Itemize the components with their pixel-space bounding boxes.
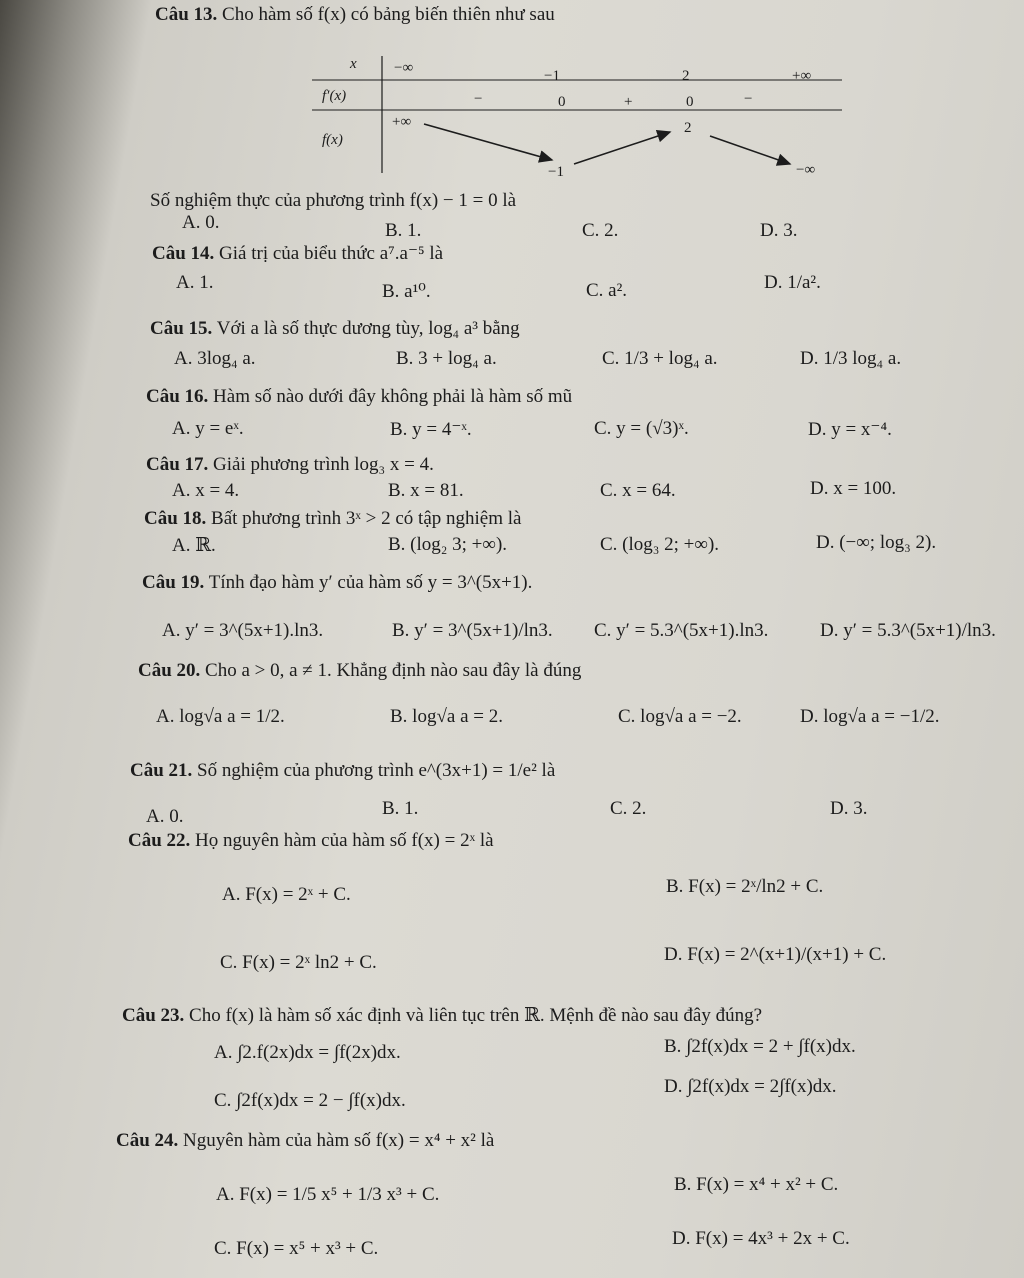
q20-header bbox=[138, 660, 581, 682]
q19-label: Câu 19. bbox=[142, 572, 205, 593]
q19-option-c[interactable]: C. y′ = 5.3^(5x+1).ln3. bbox=[594, 620, 769, 641]
q16-option-b[interactable]: B. y = 4⁻ˣ. bbox=[390, 419, 472, 440]
q14-label: Câu 14. bbox=[152, 243, 215, 264]
q24-option-d[interactable]: D. F(x) = 4x³ + 2x + C. bbox=[672, 1228, 850, 1249]
fp-sign-3: − bbox=[744, 91, 753, 107]
q24-label: Câu 24. bbox=[116, 1130, 179, 1151]
q22-header bbox=[128, 830, 494, 852]
q19-option-d[interactable]: D. y′ = 5.3^(5x+1)/ln3. bbox=[820, 620, 996, 641]
q17-option-b[interactable]: B. x = 81. bbox=[388, 480, 464, 501]
q23-option-c[interactable]: C. ∫2f(x)dx = 2 − ∫f(x)dx. bbox=[214, 1090, 406, 1111]
q18-option-c[interactable]: C. (log₃ 2; +∞). bbox=[600, 534, 720, 555]
q23-option-b[interactable]: B. ∫2f(x)dx = 2 + ∫f(x)dx. bbox=[664, 1036, 856, 1057]
q22-option-c[interactable]: C. F(x) = 2ˣ ln2 + C. bbox=[220, 952, 377, 973]
q20-stem: Cho a > 0, a ≠ 1. Khẳng định nào sau đây là đúng bbox=[205, 660, 582, 681]
q21-stem: Số nghiệm của phương trình e^(3x+1) = 1/e² là bbox=[197, 760, 556, 781]
q19-stem: Tính đạo hàm y′ của hàm số y = 3^(5x+1). bbox=[208, 572, 533, 593]
q21-header bbox=[130, 760, 555, 782]
x-val-2: 2 bbox=[682, 68, 690, 84]
table-f-label: f(x) bbox=[322, 132, 343, 148]
q17-option-a[interactable]: A. x = 4. bbox=[172, 480, 240, 501]
q16-stem: Hàm số nào dưới đây không phải là hàm số mũ bbox=[213, 386, 573, 407]
q13-option-b[interactable]: B. 1. bbox=[385, 220, 422, 241]
q20-label: Câu 20. bbox=[138, 660, 201, 681]
q14-stem: Giá trị của biểu thức a⁷.a⁻⁵ là bbox=[219, 243, 444, 264]
q16-label: Câu 16. bbox=[146, 386, 209, 407]
q21-option-c[interactable]: C. 2. bbox=[610, 798, 647, 819]
fp-sign-1: − bbox=[474, 91, 483, 107]
q21-label: Câu 21. bbox=[130, 760, 193, 781]
q18-option-b[interactable]: B. (log₂ 3; +∞). bbox=[388, 534, 508, 555]
q20-option-a[interactable]: A. log√a a = 1/2. bbox=[156, 706, 285, 727]
f-val-minus-1: −1 bbox=[548, 164, 564, 180]
q13-stem: Cho hàm số f(x) có bảng biến thiên như sau bbox=[222, 4, 555, 25]
fp-zero-2: 0 bbox=[686, 94, 694, 110]
q20-option-b[interactable]: B. log√a a = 2. bbox=[390, 706, 503, 727]
q17-label: Câu 17. bbox=[146, 454, 209, 475]
q22-stem: Họ nguyên hàm của hàm số f(x) = 2ˣ là bbox=[195, 830, 494, 851]
q18-option-a[interactable]: A. ℝ. bbox=[172, 535, 216, 556]
q13-option-c[interactable]: C. 2. bbox=[582, 220, 619, 241]
q16-option-d[interactable]: D. y = x⁻⁴. bbox=[808, 419, 892, 440]
q13-question: Số nghiệm thực của phương trình f(x) − 1 = 0 là bbox=[150, 190, 517, 211]
q21-option-d[interactable]: D. 3. bbox=[830, 798, 868, 819]
arrow-down-1 bbox=[424, 124, 552, 160]
q20-option-c[interactable]: C. log√a a = −2. bbox=[618, 706, 742, 727]
f-val-pos-inf: +∞ bbox=[392, 114, 412, 130]
q14-option-b[interactable]: B. a¹⁰. bbox=[382, 281, 431, 302]
q15-option-d[interactable]: D. 1/3 log₄ a. bbox=[800, 348, 902, 369]
q15-stem: Với a là số thực dương tùy, log₄ a³ bằng bbox=[216, 318, 520, 339]
q24-option-a[interactable]: A. F(x) = 1/5 x⁵ + 1/3 x³ + C. bbox=[216, 1184, 440, 1205]
f-val-neg-inf: −∞ bbox=[796, 162, 816, 178]
q15-label: Câu 15. bbox=[150, 318, 213, 339]
q14-option-d[interactable]: D. 1/a². bbox=[764, 272, 821, 293]
q19-option-b[interactable]: B. y′ = 3^(5x+1)/ln3. bbox=[392, 620, 553, 641]
q18-option-d[interactable]: D. (−∞; log₃ 2). bbox=[816, 532, 937, 553]
q22-option-b[interactable]: B. F(x) = 2ˣ/ln2 + C. bbox=[666, 876, 824, 897]
q22-label: Câu 22. bbox=[128, 830, 191, 851]
q17-stem: Giải phương trình log₃ x = 4. bbox=[213, 454, 434, 475]
q13-header bbox=[155, 4, 555, 26]
q17-option-d[interactable]: D. x = 100. bbox=[810, 478, 897, 499]
q18-label: Câu 18. bbox=[144, 508, 207, 529]
q23-option-d[interactable]: D. ∫2f(x)dx = 2∫f(x)dx. bbox=[664, 1076, 837, 1097]
table-x-label: x bbox=[350, 56, 357, 72]
q24-option-b[interactable]: B. F(x) = x⁴ + x² + C. bbox=[674, 1174, 839, 1195]
variation-table bbox=[312, 48, 852, 193]
q19-header bbox=[142, 572, 532, 594]
q14-header bbox=[152, 242, 443, 265]
q23-header bbox=[122, 1004, 762, 1027]
q15-header bbox=[150, 318, 520, 340]
fp-zero-1: 0 bbox=[558, 94, 566, 110]
q21-option-a[interactable]: A. 0. bbox=[146, 806, 184, 827]
q17-header bbox=[146, 454, 434, 476]
q14-option-c[interactable]: C. a². bbox=[586, 280, 628, 301]
q21-option-b[interactable]: B. 1. bbox=[382, 798, 419, 819]
q13-option-a[interactable]: A. 0. bbox=[182, 212, 220, 233]
arrow-down-2 bbox=[710, 136, 790, 164]
q23-option-a[interactable]: A. ∫2.f(2x)dx = ∫f(2x)dx. bbox=[214, 1042, 401, 1063]
q18-stem: Bất phương trình 3ˣ > 2 có tập nghiệm là bbox=[211, 508, 522, 529]
q13-label: Câu 13. bbox=[155, 4, 218, 25]
q14-option-a[interactable]: A. 1. bbox=[176, 272, 214, 293]
x-val-minus-1: −1 bbox=[544, 68, 560, 84]
q24-option-c[interactable]: C. F(x) = x⁵ + x³ + C. bbox=[214, 1238, 379, 1259]
q17-option-c[interactable]: C. x = 64. bbox=[600, 480, 676, 501]
q24-header bbox=[116, 1130, 494, 1152]
q23-label: Câu 23. bbox=[122, 1005, 185, 1026]
q15-option-c[interactable]: C. 1/3 + log₄ a. bbox=[602, 348, 718, 369]
q16-header bbox=[146, 386, 572, 408]
q16-option-c[interactable]: C. y = (√3)ˣ. bbox=[594, 418, 689, 439]
q16-option-a[interactable]: A. y = eˣ. bbox=[172, 418, 244, 439]
x-val-pos-inf: +∞ bbox=[792, 68, 812, 84]
q18-header bbox=[144, 508, 521, 530]
x-val-neg-inf: −∞ bbox=[394, 60, 414, 76]
q24-stem: Nguyên hàm của hàm số f(x) = x⁴ + x² là bbox=[183, 1130, 495, 1151]
q15-option-b[interactable]: B. 3 + log₄ a. bbox=[396, 348, 497, 369]
q19-option-a[interactable]: A. y′ = 3^(5x+1).ln3. bbox=[162, 620, 324, 641]
q22-option-a[interactable]: A. F(x) = 2ˣ + C. bbox=[222, 884, 351, 905]
q23-stem: Cho f(x) là hàm số xác định và liên tục trên ℝ. Mệnh đề nào sau đây đúng? bbox=[189, 1005, 763, 1026]
table-fp-label: f′(x) bbox=[322, 88, 347, 104]
arrow-up bbox=[574, 132, 670, 164]
fp-sign-2: + bbox=[624, 94, 633, 110]
q22-option-d[interactable]: D. F(x) = 2^(x+1)/(x+1) + C. bbox=[664, 944, 887, 965]
q20-option-d[interactable]: D. log√a a = −1/2. bbox=[800, 706, 940, 727]
q15-option-a[interactable]: A. 3log₄ a. bbox=[174, 348, 256, 369]
f-val-2: 2 bbox=[684, 120, 692, 136]
q13-option-d[interactable]: D. 3. bbox=[760, 220, 798, 241]
